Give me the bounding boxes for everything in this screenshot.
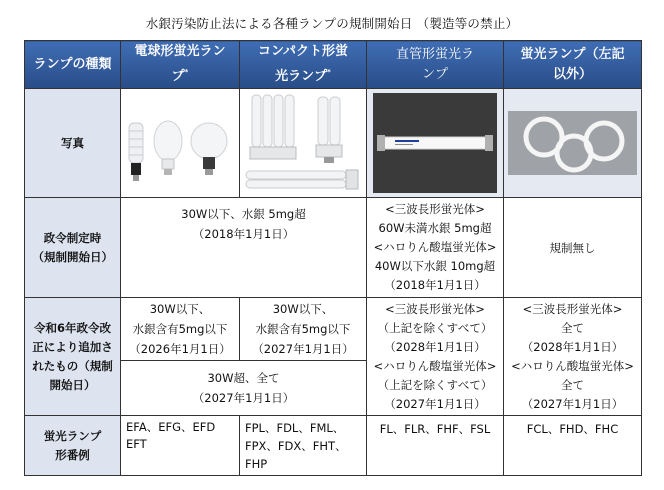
text-line: <三波長形蛍光体> xyxy=(385,301,485,316)
text-line: （2026年1月1日） xyxy=(129,342,231,356)
examples-bulb xyxy=(121,416,240,476)
text-line: FHP xyxy=(245,457,268,471)
text-line: （2027年1月1日） xyxy=(521,396,624,411)
text-line: （2027年1月1日） xyxy=(192,391,295,405)
text-line: 30W以下、 xyxy=(149,302,211,316)
header-straight-tube: 直管形蛍光ランプ xyxy=(367,41,504,89)
examples-straight-tube: FL、FLR、FHF、FSL xyxy=(367,416,504,476)
text-line: 全て xyxy=(561,320,584,335)
text-line: 水銀含有5mg以下 xyxy=(255,322,351,336)
revised-rule-row-a xyxy=(25,298,642,361)
spiral-bulb-icon xyxy=(129,123,143,181)
photo-bulb-lamps xyxy=(121,89,240,198)
current-bulb-compact xyxy=(121,198,367,298)
text-line: <ハロりん酸塩蛍光体> xyxy=(373,240,497,254)
twin-tube-lamp-icon xyxy=(246,170,358,189)
page-title: 水銀汚染防止法による各種ランプの規制開始日 （製造等の禁止） xyxy=(145,16,519,31)
current-rule-row xyxy=(25,198,642,298)
header-bulb-type: 電球形蛍光ランプ* xyxy=(121,41,240,89)
row-label-examples: 蛍光ランプ形番例 xyxy=(25,416,121,476)
text-line: EFA、EFG、EFD xyxy=(126,420,216,434)
text-line: <ハロりん酸塩蛍光体> xyxy=(511,358,634,373)
text-line: 水銀含有5mg以下 xyxy=(132,322,228,336)
text-line: （上記を除くすべて） xyxy=(377,320,493,335)
text-line: FPL、FDL、FML、 xyxy=(245,421,345,435)
text-line: 30W以下、 xyxy=(272,302,334,316)
revised-compact xyxy=(240,298,367,361)
text-line: （2027年1月1日） xyxy=(384,396,486,411)
revised-bulb xyxy=(121,298,240,361)
photo-circular-lamps xyxy=(504,89,642,198)
current-bulb-compact-line1: 30W以下、水銀 5mg超 xyxy=(181,207,306,221)
current-bulb-compact-line2: （2018年1月1日） xyxy=(192,227,295,241)
examples-other: FCL、FHD、FHC xyxy=(504,416,642,476)
current-other: 規制無し xyxy=(504,198,642,298)
header-row xyxy=(25,41,642,89)
photo-straight-tube xyxy=(367,89,504,198)
text-line: （2028年1月1日） xyxy=(384,339,486,354)
header-other-lamps: 蛍光ランプ（左記以外） xyxy=(504,41,642,89)
text-line: <ハロりん酸塩蛍光体> xyxy=(373,358,497,373)
text-line: 40W以下水銀 10mg超 xyxy=(374,259,496,273)
row-label-revised: 令和6年政令改正により追加されたもの（規制開始日） xyxy=(25,298,121,416)
text-line: <三波長形蛍光体> xyxy=(522,301,623,316)
examples-compact xyxy=(240,416,367,476)
text-line: 60W未満水銀 5mg超 xyxy=(378,221,492,235)
text-line: （2028年1月1日） xyxy=(521,339,624,354)
straight-tube-icon xyxy=(377,135,493,151)
row-label-photo: 写真 xyxy=(25,89,121,198)
row-label-current: 政令制定時（規制開始日） xyxy=(25,198,121,298)
text-line: 30W超、全て xyxy=(207,371,280,385)
examples-row xyxy=(25,416,642,476)
header-lamp-type: ランプの種類 xyxy=(25,41,121,89)
photo-compact-lamps xyxy=(240,89,367,198)
revised-other xyxy=(504,298,642,416)
revised-bulb-compact-over30w xyxy=(121,361,367,416)
header-compact-type: コンパクト形蛍光ランプ* xyxy=(240,41,367,89)
text-line: （上記を除くすべて） xyxy=(377,377,493,392)
photo-row xyxy=(25,89,642,198)
text-line: EFT xyxy=(126,437,147,451)
current-straight-tube xyxy=(367,198,504,298)
revised-straight-tube xyxy=(367,298,504,416)
text-line: （2027年1月1日） xyxy=(252,342,354,356)
text-line: FPX、FDX、FHT、 xyxy=(245,439,347,453)
text-line: <三波長形蛍光体> xyxy=(385,202,485,216)
text-line: （2018年1月1日） xyxy=(384,278,486,292)
text-line: 全て xyxy=(561,377,584,392)
regulation-table xyxy=(24,40,642,476)
